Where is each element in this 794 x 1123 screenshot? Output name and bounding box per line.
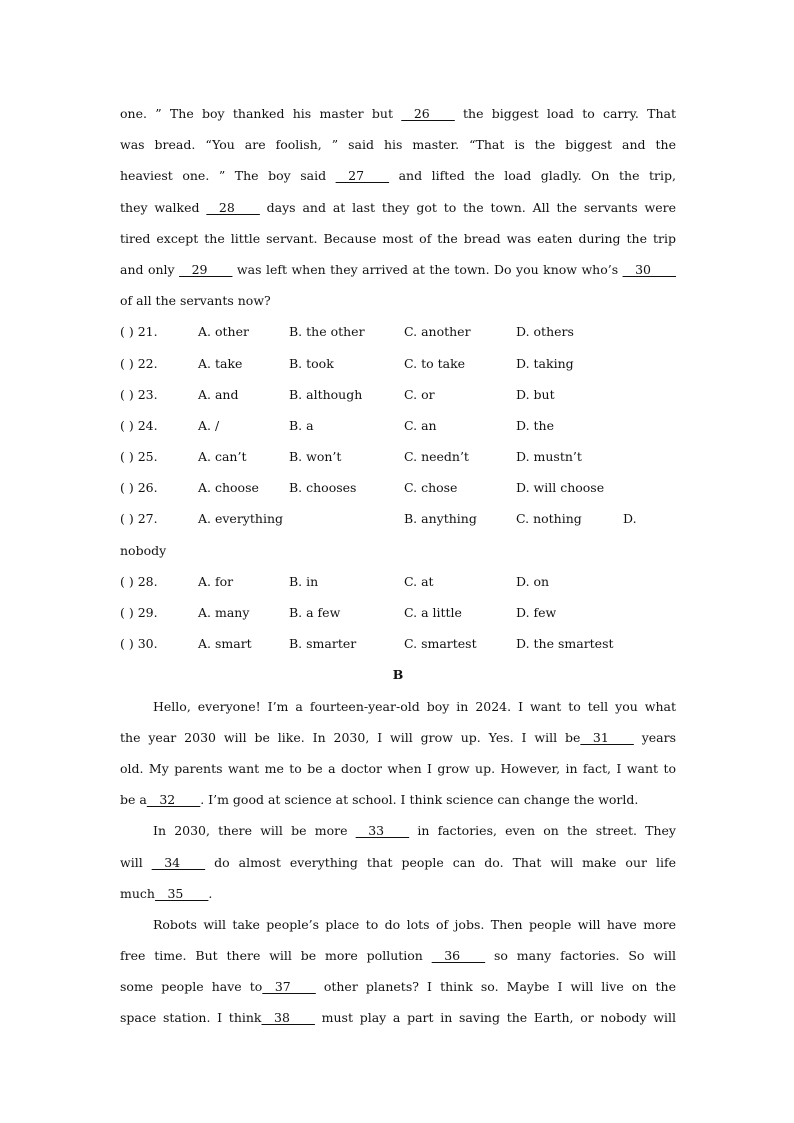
passage-line xyxy=(120,784,676,815)
passage-text: and lifted the load gladly. On the trip, xyxy=(389,168,676,184)
passage-text: do almost everything that people can do. That will make our life xyxy=(205,854,676,870)
passage-line xyxy=(120,254,676,285)
answer-blank: __30____ xyxy=(622,261,676,277)
passage-text: Robots will take people’s place to do lots of jobs. Then people will have more xyxy=(153,916,676,932)
passage-line xyxy=(120,98,676,129)
answer-blank: __29____ xyxy=(179,261,233,277)
passage-line xyxy=(120,192,676,223)
passage-text: and only xyxy=(120,261,180,277)
question-number: ( ) 23. xyxy=(120,386,158,402)
passage-text: heaviest one. ” The boy said xyxy=(120,168,336,184)
option-a: A. other xyxy=(198,324,249,340)
answer-blank: __26____ xyxy=(401,106,455,121)
option-b: B. a xyxy=(289,417,314,433)
passage-a xyxy=(120,98,676,316)
passage-line xyxy=(120,847,676,878)
passage-line xyxy=(120,878,676,909)
option-a: A. smart xyxy=(198,636,252,652)
option-b: B. the other xyxy=(289,324,365,340)
passage-line xyxy=(120,223,676,254)
document-page xyxy=(120,98,676,1034)
section-b-heading: B xyxy=(392,667,404,683)
question-row xyxy=(120,503,676,534)
question-number: ( ) 29. xyxy=(120,605,158,620)
answer-blank: __36____ xyxy=(431,948,486,964)
passage-text: of all the servants now? xyxy=(120,293,271,309)
option-a: A. many xyxy=(198,605,250,620)
passage-line xyxy=(120,722,676,753)
question-row xyxy=(120,410,676,441)
passage-line xyxy=(120,971,676,1002)
passage-text: the biggest load to carry. That xyxy=(454,106,676,121)
answer-blank: __37____ xyxy=(262,979,316,995)
passage-text: years xyxy=(633,729,677,745)
option-b: B. chooses xyxy=(289,480,357,496)
question-list xyxy=(120,316,676,659)
option-a: A. can’t xyxy=(198,449,247,465)
question-row xyxy=(120,379,676,410)
passage-line xyxy=(120,940,676,971)
passage-text: so many factories. So will xyxy=(485,948,676,964)
passage-text: some people have to xyxy=(120,979,263,995)
passage-text: space station. I think xyxy=(120,1010,262,1026)
passage-text: old. My parents want me to be a doctor when I grow up. However, in fact, I want to xyxy=(120,760,676,776)
option-a: A. choose xyxy=(198,480,259,496)
answer-blank: __27____ xyxy=(335,168,390,184)
passage-text: . I’m good at science at school. I think science can change the world. xyxy=(200,792,639,808)
option-b: B. anything xyxy=(404,511,477,527)
answer-blank: __31____ xyxy=(580,729,634,745)
passage-text: they walked xyxy=(120,199,207,215)
option-d: D. the xyxy=(516,417,554,433)
option-b: B. in xyxy=(289,573,319,589)
passage-text: will xyxy=(120,854,152,870)
passage-line xyxy=(120,129,676,160)
question-number: ( ) 28. xyxy=(120,573,158,589)
option-c: C. to take xyxy=(404,355,466,371)
question-row xyxy=(120,316,676,347)
passage-text: Hello, everyone! I’m a fourteen-year-old boy in 2024. I want to tell you what xyxy=(153,698,676,714)
question-row xyxy=(120,441,676,472)
passage-text: . xyxy=(208,885,213,901)
question-row xyxy=(120,348,676,379)
option-b: B. although xyxy=(289,386,363,402)
question-number: ( ) 22. xyxy=(120,355,158,371)
passage-text: other planets? I think so. Maybe I will live on the xyxy=(315,979,676,995)
option-d: D. mustn’t xyxy=(516,449,582,465)
option-wrap-text: nobody xyxy=(120,542,167,558)
answer-blank: __34____ xyxy=(151,854,206,870)
question-row xyxy=(120,566,676,597)
option-d: D. on xyxy=(516,573,550,589)
passage-text: in factories, even on the street. They xyxy=(409,823,676,839)
option-b: B. a few xyxy=(289,605,341,620)
passage-text: must play a part in saving the Earth, or nobody will xyxy=(314,1010,676,1026)
option-c: C. or xyxy=(404,386,435,402)
question-row xyxy=(120,628,676,659)
passage-line xyxy=(120,1002,676,1033)
option-d: D. will choose xyxy=(516,480,605,496)
answer-blank: __32____ xyxy=(146,792,201,808)
option-c: C. smartest xyxy=(404,636,477,652)
passage-line xyxy=(120,160,676,191)
question-number: ( ) 27. xyxy=(120,511,158,527)
option-a: A. and xyxy=(198,386,239,402)
option-c: C. another xyxy=(404,324,471,340)
answer-blank: __38____ xyxy=(261,1010,315,1026)
option-c: C. chose xyxy=(404,480,458,496)
option-c: C. nothing xyxy=(516,511,582,527)
passage-line xyxy=(120,285,676,316)
passage-text: be a xyxy=(120,792,147,808)
question-row xyxy=(120,472,676,503)
option-d: D. but xyxy=(516,386,555,402)
option-c: C. an xyxy=(404,417,437,433)
option-a: A. / xyxy=(198,417,220,433)
answer-blank: __35____ xyxy=(154,885,209,901)
passage-text: was bread. “You are foolish, ” said his master. “That is the biggest and the xyxy=(120,137,676,153)
question-row xyxy=(120,597,676,628)
passage-text: much xyxy=(120,885,155,901)
option-c: C. at xyxy=(404,573,434,589)
option-d: D. xyxy=(623,511,637,527)
option-d: D. few xyxy=(516,605,557,620)
option-d: D. others xyxy=(516,324,574,340)
passage-line xyxy=(120,909,676,940)
option-b: B. took xyxy=(289,355,334,371)
option-a: A. everything xyxy=(198,511,283,527)
question-number: ( ) 24. xyxy=(120,417,158,433)
option-b: B. won’t xyxy=(289,449,342,465)
passage-line xyxy=(120,691,676,722)
question-number: ( ) 30. xyxy=(120,636,158,652)
question-number: ( ) 26. xyxy=(120,480,158,496)
answer-blank: __28____ xyxy=(206,199,260,215)
passage-text: the year 2030 will be like. In 2030, I will grow up. Yes. I will be xyxy=(120,729,581,745)
option-a: A. for xyxy=(198,573,234,589)
option-d: D. the smartest xyxy=(516,636,614,652)
passage-text: days and at last they got to the town. All the servants were xyxy=(259,199,676,215)
option-c: C. needn’t xyxy=(404,449,469,465)
option-c: C. a little xyxy=(404,605,462,620)
passage-text: free time. But there will be more pollution xyxy=(120,948,432,964)
passage-text: tired except the little servant. Because most of the bread was eaten during the trip xyxy=(120,230,676,246)
passage-line xyxy=(120,815,676,846)
passage-b xyxy=(120,691,676,1034)
passage-text: one. ” The boy thanked his master but xyxy=(120,106,402,121)
question-number: ( ) 25. xyxy=(120,449,158,465)
option-a: A. take xyxy=(198,355,243,371)
answer-blank: __33____ xyxy=(355,823,410,839)
passage-text: was left when they arrived at the town. Do you know who’s xyxy=(232,261,623,277)
question-number: ( ) 21. xyxy=(120,324,158,340)
option-b: B. smarter xyxy=(289,636,357,652)
passage-line xyxy=(120,753,676,784)
passage-text: In 2030, there will be more xyxy=(153,823,356,839)
option-d: D. taking xyxy=(516,355,574,371)
